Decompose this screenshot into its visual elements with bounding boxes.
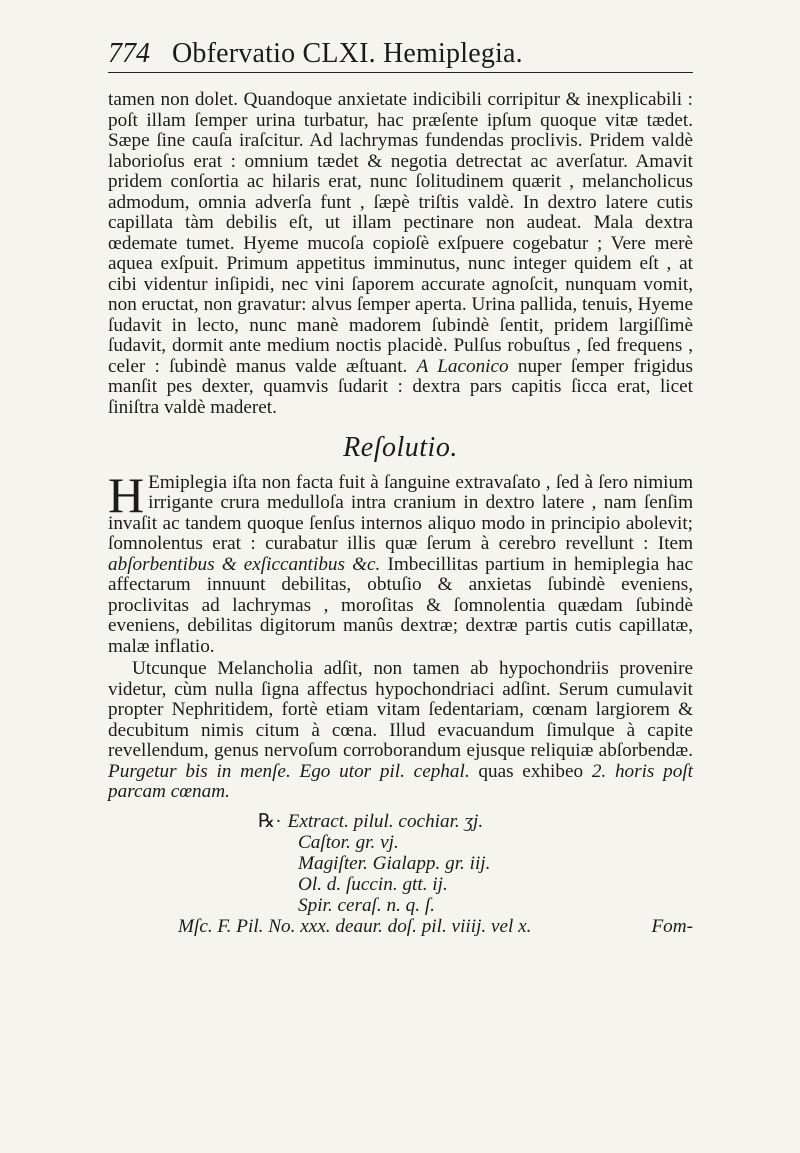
recipe-symbol: ℞· — [258, 810, 282, 832]
treatment-italic-end: 2. horis poſt parcam cœnam. — [108, 760, 694, 802]
catchword: Fom- — [651, 915, 693, 937]
page-body — [108, 90, 693, 937]
section-heading: Reſolutio. — [343, 432, 458, 463]
paragraph-case-description — [108, 90, 693, 418]
resolution-text: Emiplegia iſta non facta fuit à ſanguine extravaſato , ſed à ſero nimium irrigante crura medulloſa intra cranium in dextro latere , nam ſenſim invaſit ac tandem quoque ſenſus internos aliquo modo in principio abolevit; ſomnolentus erat : curabatur illis quæ ſerum à cerebro revellunt : Item — [108, 471, 693, 554]
resolution-italic: abſorbentibus & exſiccantibus &c. — [108, 553, 381, 575]
prescription-line: Caſtor. gr. vj. — [298, 831, 399, 853]
treatment-text-end: quas exhibeo — [478, 760, 584, 782]
treatment-text: Utcunque Melancholia adſit, non tamen ab hypochondriis provenire videtur, cùm nulla ſigna affectus hypochondriaci adſint. Serum cumulavit propter Nephritidem, fortè etiam vitam ſedentariam, cœnam largiorem & decubitum nimis citum à cœna. Illud evacuandum ſimulque à capite revellendum, genus nervoſum corroborandum ejusque reliquiæ abſorbendæ. — [108, 658, 693, 761]
running-title: Obfervatio CLXI. Hemiplegia. — [172, 38, 523, 69]
prescription-line: Magiſter. Gialapp. gr. iij. — [298, 852, 491, 874]
paragraph-resolution — [108, 466, 694, 658]
prescription-line — [258, 811, 693, 832]
prescription-line-text: Extract. pilul. cochiar. ʒj. — [287, 810, 484, 832]
paragraph-treatment — [108, 659, 693, 803]
prescription-line-text: Mſc. F. Pil. No. xxx. deaur. doſ. pil. viiij. vel x. — [178, 915, 532, 937]
prescription — [178, 810, 693, 937]
resolution-text-end: Imbecillitas partium in hemiplegia hac affectarum innuunt debilitas, obtuſio & anxietas ſubindè eveniens, proclivitas ad lachrymas , moroſitas & ſomnolentia quædam ſubindè eveniens, debilitas digitorum manûs dextræ; dextræ partis cutis capillatæ, malæ inflatio. — [108, 553, 694, 657]
running-header — [108, 38, 693, 73]
treatment-italic: Purgetur bis in menſe. Ego utor pil. cephal. — [108, 760, 470, 782]
page-number: 774 — [108, 38, 150, 69]
case-text: tamen non dolet. Quandoque anxietate indicibili corripitur & inexplicabili : poſt illam ſemper urina turbatur, hac præſente ipſum quoque vitæ tædet. Sæpe ſine cauſa iraſcitur. Ad lachrymas fundendas proclivis. Pridem valdè laborioſus erat : omnium tædet & negotia detrectat ac averſatur. Amavit pridem conſortia ac hilaris erat, nunc ſolitudinem quærit , melancholicus admodum, omnia adverſa funt , ſæpè triſtis valdè. In dextro latere cutis capillata tàm debilis eſt, ut illam pectinare non audeat. Mala dextra œdemate tumet. Hyeme mucoſa copioſè exſpuere cogebatur ; Vere merè aquea exſpuit. Primum appetitus imminutus, nunc integer quidem eſt , at cibi videntur inſipidi, nec vini ſaporem accurate agnoſcit, nunquam vomit, non eructat, non gravatur: alvus ſemper aperta. Urina pallida, tenuis, Hyeme ſudavit in lecto, nunc manè madorem ſubindè ſentit, pridem largiſſimè ſudavit, dormit ante medium noctis placidè. Pulſus robuſtus , ſed frequens , celer : ſubindè manus valde æſtuant. — [108, 89, 693, 377]
drop-cap: H — [108, 466, 145, 523]
prescription-line: Ol. d. ſuccin. gtt. ij. — [298, 873, 448, 895]
case-text-end: nuper ſemper frigidus manſit pes dexter, quamvis ſudarit : dextra pars capitis ſicca erat, licet ſiniſtra valdè maderet. — [108, 355, 693, 418]
prescription-line — [108, 916, 693, 937]
prescription-line: Spir. ceraſ. n. q. ſ. — [298, 894, 435, 916]
case-italic: A Laconico — [416, 355, 509, 377]
